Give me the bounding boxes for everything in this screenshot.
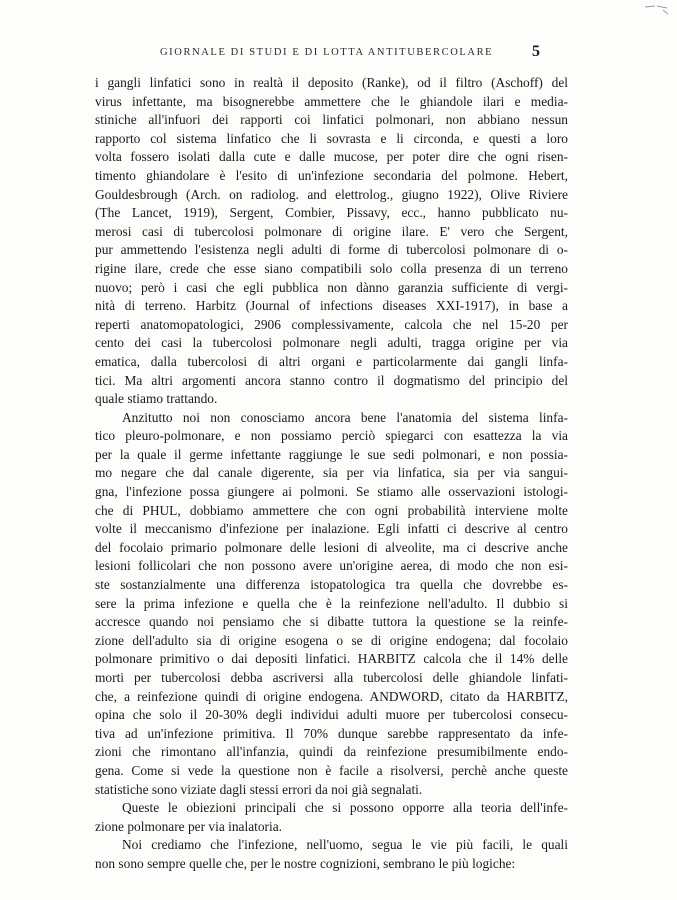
text-line: che, a reinfezione quindi di origine endogena. ANDWORD, citato da HARBITZ, — [95, 688, 568, 704]
text-line: ematica, dalla tubercolosi di altri organi e particolarmente dai gangli linfa- — [95, 353, 568, 369]
text-line: tici. Ma altri argomenti ancora stanno contro il dogmatismo del principio del — [95, 372, 568, 388]
text-line: Queste le obiezioni principali che si possono opporre alla teoria dell'infe- — [122, 800, 568, 816]
text-line: sere la prima infezione e quella che è la reinfezione nell'adulto. Il dubbio si — [95, 595, 568, 611]
text-line: pur ammettendo l'esistenza negli adulti di forme di tubercolosi polmonare di o- — [95, 242, 568, 258]
text-line: gena. Come si vede la questione non è facile a risolversi, perchè anche queste — [95, 762, 568, 778]
text-line: zione polmonare per via inalatoria. — [95, 818, 283, 834]
text-line: morti per tubercolosi debba ascriversi alla tubercolosi delle ghiandole linfati- — [95, 670, 568, 685]
text-line: reperti anatomopatologici, 2906 complessivamente, calcola che nel 15-20 per — [95, 316, 568, 332]
text-line: tiva ad un'infezione primitiva. Il 70% dunque sarebbe rappresentato da infe- — [95, 725, 568, 741]
text-line: rapporto col sistema linfatico che li sovrasta e li circonda, e questi a loro — [95, 130, 568, 146]
text-line: opina che solo il 20-30% degli individui adulti muore per tubercolosi consecu- — [95, 707, 568, 723]
text-line: del focolaio primario polmonare delle lesioni di alveolite, ma ci descrive anche — [95, 539, 568, 555]
text-line: tico pleuro-polmonare, e non possiamo perciò spiegarci con esattezza la via — [95, 428, 568, 444]
page-number: 5 — [532, 43, 540, 60]
text-line: quale stiamo trattando. — [95, 391, 218, 407]
text-line: ste sostanzialmente una differenza istopatologica tra quella che dovrebbe es- — [95, 577, 568, 593]
text-line: merosi casi di tubercolosi polmonare di origine ilare. E' vero che Sergent, — [95, 223, 568, 239]
text-line: nuovo; però i casi che egli pubblica non dànno garanzia sufficiente di vergi- — [95, 279, 568, 295]
text-line: zioni che rimontano all'infanzia, quindi da reinfezione presumibilmente endo- — [95, 744, 568, 760]
text-line: Anzitutto noi non conosciamo ancora bene l'anatomia del sistema linfa- — [122, 409, 568, 425]
paragraph — [95, 799, 568, 836]
text-line: statistiche sono viziate dagli stessi errori da noi già segnalati. — [95, 781, 423, 797]
text-line: volta fossero isolati dalla cute e dalle mucose, per poter dire che ogni risen- — [95, 149, 568, 165]
text-line: mo negare che dal canale digerente, sia per via linfatica, sia per via sangui- — [95, 465, 568, 481]
text-line: nità di terreno. Harbitz (Journal of infections diseases XXI-1917), in base a — [95, 298, 568, 314]
text-line: accresce quando noi pensiamo che si dibatte tuttora la questione se la reinfe- — [95, 614, 568, 630]
text-line: che di PHUL, dobbiamo ammettere che con ogni probabilità interviene molte — [95, 502, 568, 518]
text-line: virus infettante, ma bisognerebbe ammettere che le ghiandole ilari e media- — [95, 93, 568, 109]
text-line: cento dei casi la tubercolosi polmonare negli adulti, tragga origine per via — [95, 335, 568, 351]
text-line: Noi crediamo che l'infezione, nell'uomo, segua le vie più facili, le quali — [122, 837, 568, 853]
text-line: rigine ilare, crede che esse siano compatibili solo colla presenza di un terreno — [95, 260, 568, 276]
text-line: non sono sempre quelle che, per le nostre cognizioni, sembrano le più logiche: — [95, 855, 516, 871]
text-line: Gouldesbrough (Arch. on radiolog. and elettrolog., giugno 1922), Olive Riviere — [95, 186, 568, 202]
text-line: per la quale il germe infettante raggiunge le sue sedi polmonari, e non possia- — [95, 446, 568, 462]
paragraph — [95, 74, 568, 409]
body-text — [95, 74, 568, 874]
text-line: i gangli linfatici sono in realtà il deposito (Ranke), od il filtro (Aschoff) del — [95, 75, 568, 90]
running-header: GIORNALE DI STUDI E DI LOTTA ANTITUBERCOLARE — [160, 47, 494, 58]
text-line: timento ghiandolare è l'esito di un'infezione secondaria del polmone. Hebert, — [95, 167, 568, 183]
text-line: stiniche all'infuori dei rapporti coi linfatici polmonari, non abbiano nessun — [95, 112, 568, 128]
text-line: (The Lancet, 1919), Sergent, Combier, Pissavy, ecc., hanno pubblicato nu- — [95, 205, 568, 221]
text-line: polmonare primitivo o dai depositi linfatici. HARBITZ calcola che il 14% delle — [95, 651, 568, 667]
text-line: lesioni follicolari che non possono avere un'origine aerea, di modo che non esi- — [95, 558, 568, 574]
text-line: gna, l'infezione possa giungere ai polmoni. Se stiamo alle osservazioni istologi- — [95, 484, 568, 500]
paragraph — [95, 836, 568, 873]
text-line: zione dell'adulto sia di origine esogena o se di origine endogena; dal focolaio — [95, 632, 568, 648]
scan-corner-mark — [643, 4, 669, 16]
paragraph — [95, 409, 568, 799]
text-line: volte il meccanismo d'infezione per inalazione. Egli infatti ci descrive al centro — [95, 521, 568, 537]
